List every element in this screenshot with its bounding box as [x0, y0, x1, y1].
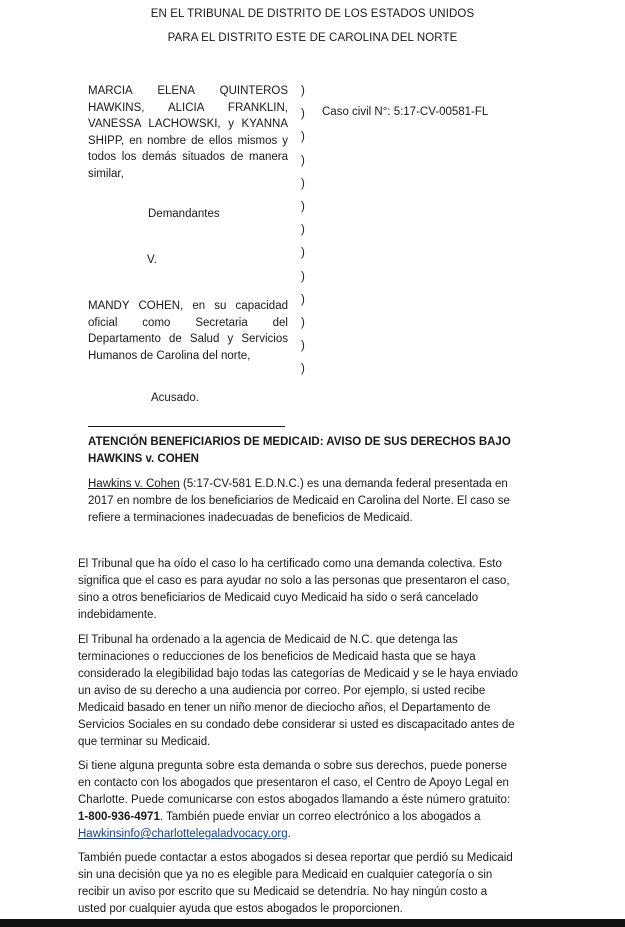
signature-rule [88, 426, 285, 427]
email-link[interactable]: Hawkinsinfo@charlottelegaladvocacy.org [78, 828, 288, 840]
court-title-line-1: EN EL TRIBUNAL DE DISTRITO DE LOS ESTADOS UNIDOS [150, 8, 475, 20]
contact-text-middle: . También puede enviar un correo electrónico a los abogados a [159, 811, 481, 823]
contact-paragraph [78, 758, 520, 843]
paren: ) [301, 154, 305, 167]
court-title-line-2: PARA EL DISTRITO ESTE DE CAROLINA DEL NORTE [167, 32, 458, 44]
caption-parentheses-column [301, 80, 311, 382]
paren: ) [301, 317, 305, 330]
case-name: Hawkins v. Cohen [88, 478, 180, 490]
paren: ) [301, 224, 305, 237]
paren: ) [301, 131, 305, 144]
report-paragraph: También puede contactar a estos abogados si desea reportar que perdió su Medicaid sin una decisión que ya no es elegible para Medicaid en cualquier categoría o sin recibir un aviso por escrito que su Medicaid se detendría. No hay ningún costo a usted por cualquier ayuda que estos abogados le proporcionen. [78, 852, 513, 915]
intro-paragraph [88, 476, 528, 527]
paren: ) [301, 363, 305, 376]
page-bottom-border [0, 919, 625, 927]
paren: ) [301, 108, 305, 121]
court-order-paragraph: El Tribunal ha ordenado a la agencia de Medicaid de N.C. que detenga las terminaciones o reducciones de los beneficios de Medicaid hasta que se haya considerado la elegibilidad bajo todas las categorías de Medicaid y se le haya enviado un aviso de su derecho a una audiencia por correo. Por ejemplo, si usted recibe Medicaid basado en tener un niño menor de dieciocho años, el Departamento de Servicios Sociales en su condado debe considerar si usted es discapacitado antes de que terminar su Medicaid. [78, 634, 518, 748]
paren: ) [301, 247, 305, 260]
paren: ) [301, 340, 305, 353]
contact-text-end: . [287, 828, 291, 840]
defendant-text: MANDY COHEN, en su capacidad oficial como Secretaria del Departamento de Salud y Servicios Humanos de Carolina del norte, [88, 300, 288, 362]
intro-text: (5:17-CV-581 E.D.N.C.) es una demanda federal presentada en 2017 en nombre de los beneficiarios de Medicaid en Carolina del Norte. El caso se refiere a terminaciones inadecuadas de beneficios de Medicaid. [88, 478, 510, 524]
notice-heading: ATENCIÓN BENEFICIARIOS DE MEDICAID: AVISO DE SUS DERECHOS BAJO HAWKINS v. COHEN [88, 436, 511, 465]
defendant-block [88, 298, 288, 364]
contact-text-before: Si tiene alguna pregunta sobre esta demanda o sobre sus derechos, puede ponerse en contacto con los abogados que presentaron el caso, el Centro de Apoyo Legal en Charlotte. Puede comunicarse con estos abogados llamando a éste número gratuito: [78, 760, 511, 806]
plaintiffs-text: MARCIA ELENA QUINTEROS HAWKINS, ALICIA FRANKLIN, VANESSA LACHOWSKI, y KYANNA SHIPP, en nombre de ellos mismos y todos los demás situados de manera similar, [88, 85, 288, 180]
phone-number: 1-800-936-4971 [78, 811, 160, 823]
versus-label: V. [147, 254, 157, 266]
paren: ) [301, 85, 305, 97]
paren: ) [301, 270, 305, 283]
paren: ) [301, 201, 305, 214]
class-action-paragraph: El Tribunal que ha oído el caso lo ha certificado como una demanda colectiva. Esto significa que el caso es para ayudar no solo a las personas que presentaron el caso, sino a otros beneficiarios de Medicaid cuyo Medicaid ha sido o será cancelado indebidamente. [78, 558, 510, 621]
plaintiffs-role: Demandantes [148, 208, 220, 220]
case-number: Caso civil N°: 5:17-CV-00581-FL [322, 106, 489, 118]
plaintiffs-block [88, 83, 288, 182]
paren: ) [301, 293, 305, 306]
defendant-role: Acusado. [151, 392, 199, 404]
paren: ) [301, 177, 305, 190]
